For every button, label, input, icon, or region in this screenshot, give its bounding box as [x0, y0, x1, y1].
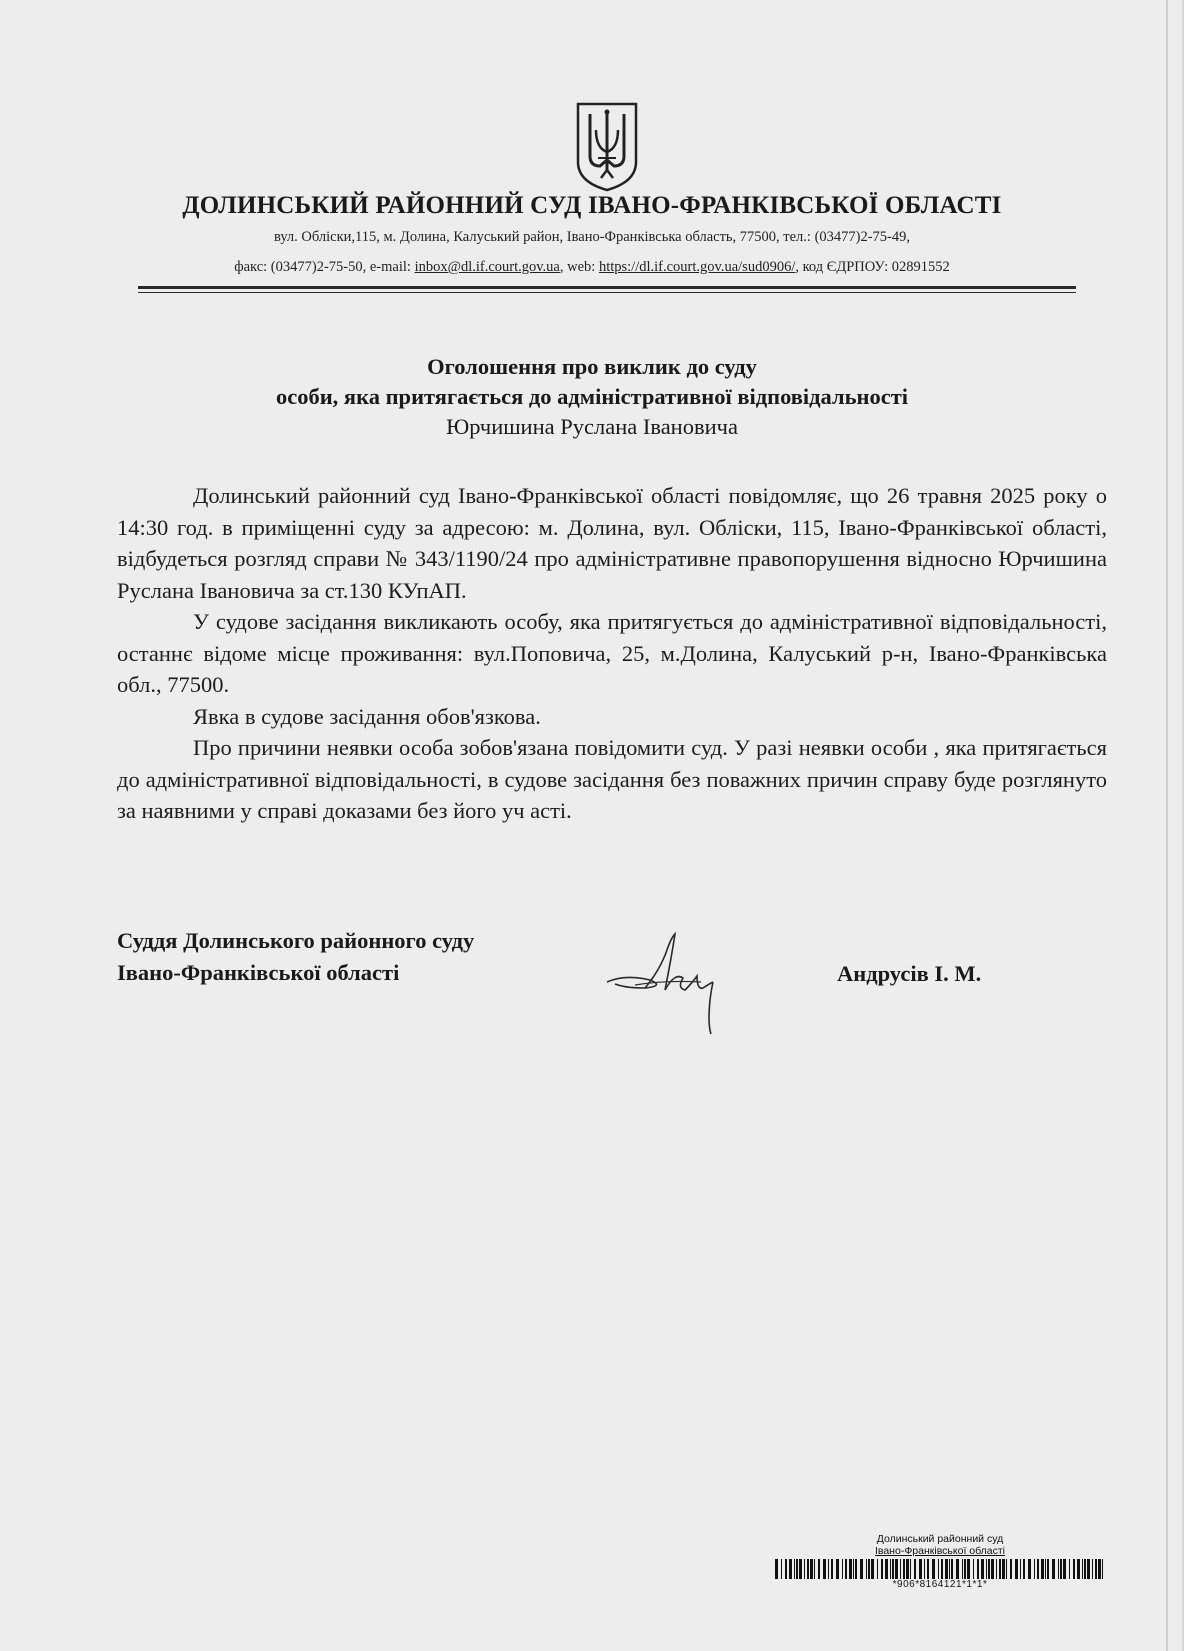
court-name	[0, 192, 1184, 220]
judge-position	[117, 925, 474, 989]
web-link[interactable]: https://dl.if.court.gov.ua/sud0906/	[598, 259, 796, 275]
title-person-name: Юрчишина Руслана Івановича	[446, 414, 738, 439]
court-address: вул. Обліски,115, м. Долина, Калуський район, Івано-Франківська область, 77500, тел.: (03477)2-75-49,	[273, 229, 911, 245]
body-paragraph-1: Долинський районний суд Івано-Франківської області повідомляє, що 26 травня 2025 року о 14:30 год. в приміщенні суду за адресою: м. Долина, вул. Обліски, 115, Івано-Франківської області, відбудеться розгляд справи № 343/1190/24 про адміністративне правопорушення відносно Юрчишина Руслана Івановича за ст.130 КУпАП.	[117, 483, 1107, 603]
court-contacts	[0, 259, 1184, 276]
header-divider-thin	[138, 292, 1076, 293]
coat-of-arms-icon	[574, 100, 640, 194]
judge-position-line-1: Суддя Долинського районного суду	[117, 928, 475, 953]
stamp-code: *906*8164121*1*1*	[892, 1579, 988, 1590]
body-paragraph-4: Про причини неявки особа зобов'язана повідомити суд. У разі неявки особи , яка притягається до адміністративної відповідальності, в судове засідання без поважних причин справу буде розглянуто за наявними у справі доказами без його уч асті.	[117, 735, 1107, 823]
body-paragraph-3: Явка в судове засідання обов'язкова.	[193, 703, 541, 729]
handwritten-signature	[605, 930, 745, 1040]
judge-position-line-2: Івано-Франківської області	[117, 960, 400, 985]
stamp-region: Івано-Франківської області	[874, 1545, 1006, 1557]
barcode-icon	[775, 1559, 1105, 1579]
title-line-2: особи, яка притягається до адміністративної відповідальності	[275, 384, 909, 409]
body-paragraph-2: У судове засідання викликають особу, яка притягується до адміністративної відповідальності, останнє відоме місце проживання: вул.Поповича, 25, м.Долина, Калуський р-н, Івано-Франківська обл., 77500.	[117, 609, 1107, 697]
web-label: , web:	[559, 259, 599, 275]
header-divider	[138, 286, 1076, 289]
document-title	[0, 352, 1184, 442]
court-name-text: ДОЛИНСЬКИЙ РАЙОННИЙ СУД ІВАНО-ФРАНКІВСЬКОЇ ОБЛАСТІ	[182, 192, 1002, 219]
stamp-court-name: Долинський районний суд	[876, 1533, 1004, 1545]
email-link[interactable]: inbox@dl.if.court.gov.ua	[414, 259, 560, 275]
edrpou-text: , код ЄДРПОУ: 02891552	[795, 259, 950, 275]
title-line-1: Оголошення про виклик до суду	[427, 354, 757, 379]
registration-stamp	[770, 1533, 1110, 1591]
fax-text: факс: (03477)2-75-50, e-mail:	[234, 259, 415, 275]
judge-name: Андрусів І. М.	[837, 961, 982, 986]
document-body	[117, 480, 1107, 827]
